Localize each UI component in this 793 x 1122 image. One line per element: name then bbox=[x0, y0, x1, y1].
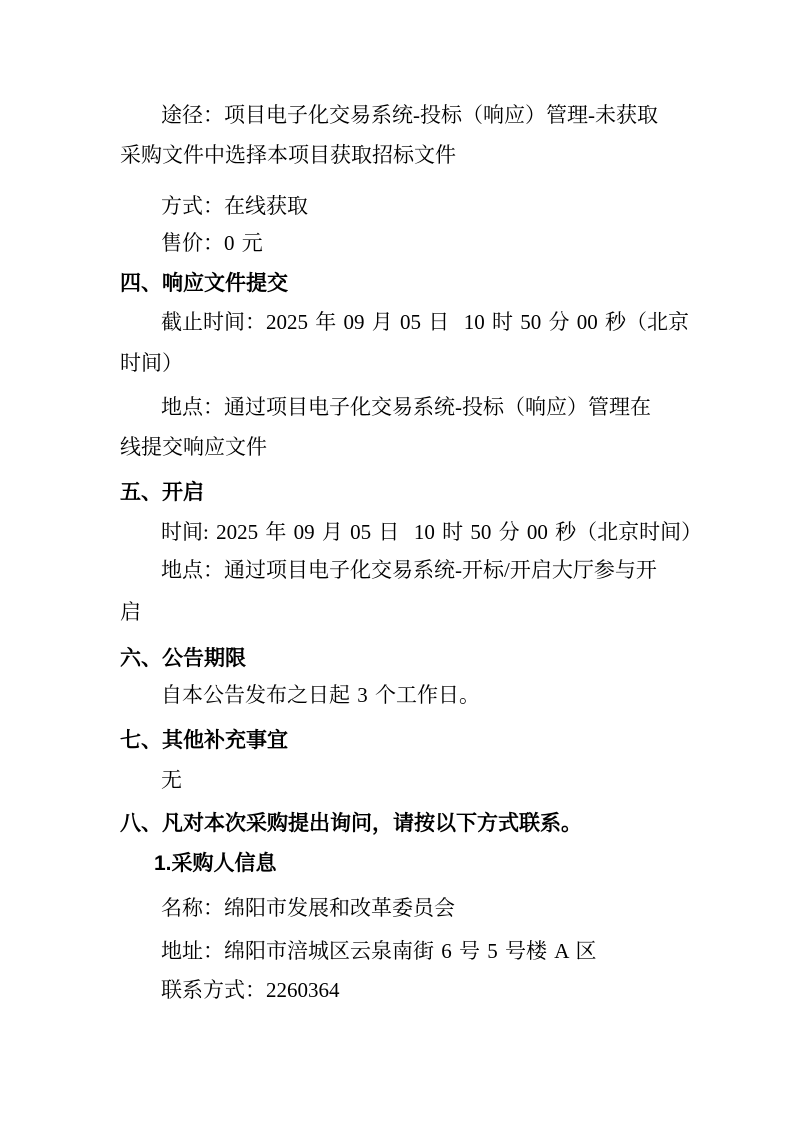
line-price: 售价：0 元 bbox=[161, 231, 263, 255]
heading-section-8-contact: 八、凡对本次采购提出询问，请按以下方式联系。 bbox=[120, 812, 582, 835]
heading-section-4-response-submission: 四、响应文件提交 bbox=[120, 272, 288, 295]
line-purchaser-address: 地址：绵阳市涪城区云泉南街 6 号 5 号楼 A 区 bbox=[161, 939, 597, 963]
line-opening-time: 时间: 2025 年 09 月 05 日 10 时 50 分 00 秒（北京时间） bbox=[161, 520, 703, 544]
line-obtain-path-2: 采购文件中选择本项目获取招标文件 bbox=[120, 143, 456, 167]
line-opening-place-1: 地点：通过项目电子化交易系统-开标/开启大厅参与开 bbox=[161, 558, 657, 582]
line-submission-place-1: 地点：通过项目电子化交易系统-投标（响应）管理在 bbox=[161, 395, 651, 419]
line-obtain-path-1: 途径：项目电子化交易系统-投标（响应）管理-未获取 bbox=[161, 103, 658, 127]
line-deadline-1: 截止时间：2025 年 09 月 05 日 10 时 50 分 00 秒（北京 bbox=[161, 310, 689, 334]
line-purchaser-contact: 联系方式：2260364 bbox=[161, 978, 340, 1002]
line-other-matters: 无 bbox=[161, 768, 182, 792]
subheading-purchaser-info: 1.采购人信息 bbox=[154, 852, 277, 875]
line-deadline-2: 时间） bbox=[120, 351, 183, 375]
line-obtain-method: 方式：在线获取 bbox=[161, 194, 308, 218]
line-opening-place-2: 启 bbox=[120, 600, 141, 624]
heading-section-5-opening: 五、开启 bbox=[120, 481, 204, 504]
line-announcement-period: 自本公告发布之日起 3 个工作日。 bbox=[161, 683, 480, 707]
heading-section-7-other-matters: 七、其他补充事宜 bbox=[120, 729, 288, 752]
line-purchaser-name: 名称：绵阳市发展和改革委员会 bbox=[161, 896, 455, 920]
heading-section-6-announcement-period: 六、公告期限 bbox=[120, 647, 246, 670]
line-submission-place-2: 线提交响应文件 bbox=[120, 435, 267, 459]
